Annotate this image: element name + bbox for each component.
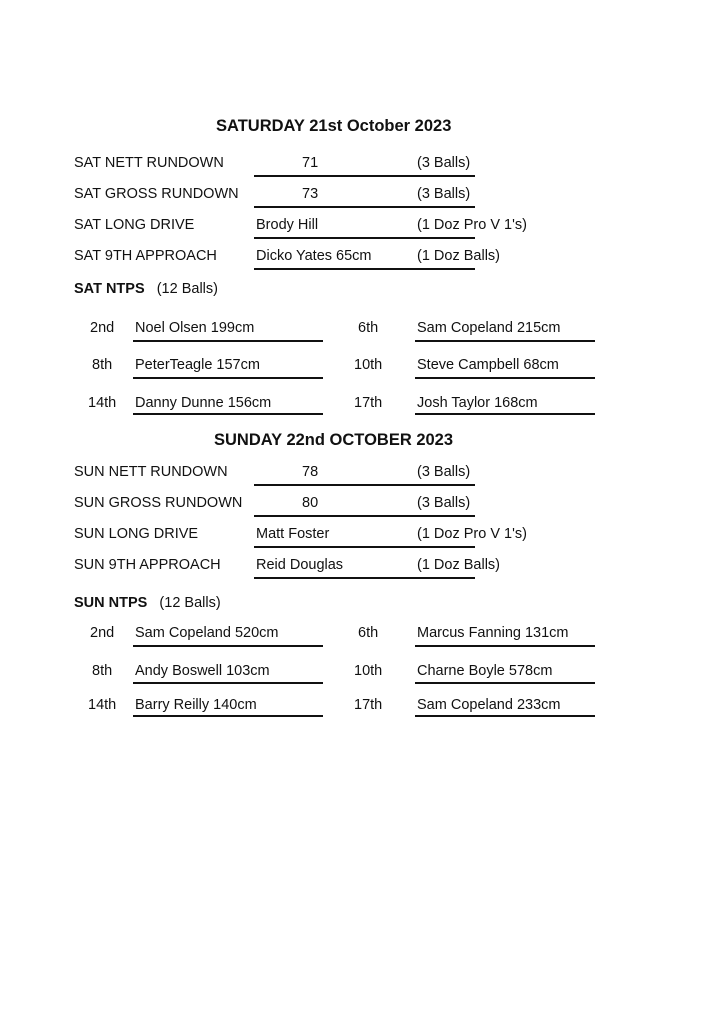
sat-ntps-label: SAT NTPS <box>74 281 145 297</box>
sat-ntps-prize: (12 Balls) <box>156 281 218 297</box>
sat-approach-prize: (1 Doz Balls) <box>417 248 500 264</box>
sun-nett-prize: (3 Balls) <box>417 464 471 480</box>
sat-approach-underline <box>254 268 475 270</box>
sat-longdrive-value: Brody Hill <box>256 217 319 233</box>
sat-nett-value: 71 <box>302 155 319 171</box>
sun-approach-underline <box>254 577 475 579</box>
sat-ntp-underline <box>133 413 323 415</box>
sat-ntp-hole: 17th <box>354 395 383 411</box>
sat-ntps-header <box>74 281 218 297</box>
sun-approach-label: SUN 9TH APPROACH <box>74 557 221 573</box>
sun-gross-underline <box>254 515 475 517</box>
sun-ntp-underline <box>133 645 323 647</box>
sat-ntp-underline <box>133 340 323 342</box>
sun-ntp-hole: 6th <box>358 625 379 641</box>
sat-longdrive-underline <box>254 237 475 239</box>
sun-ntp-winner: Charne Boyle 578cm <box>417 663 553 679</box>
sun-nett-underline <box>254 484 475 486</box>
sun-approach-prize: (1 Doz Balls) <box>417 557 500 573</box>
sun-ntp-underline <box>415 645 595 647</box>
sun-ntp-hole: 8th <box>92 663 113 679</box>
sat-approach-value: Dicko Yates 65cm <box>256 248 372 264</box>
sat-ntp-winner: PeterTeagle 157cm <box>135 357 260 373</box>
sun-longdrive-prize: (1 Doz Pro V 1's) <box>417 526 527 542</box>
sat-gross-value: 73 <box>302 186 319 202</box>
sat-ntp-hole: 10th <box>354 357 383 373</box>
sun-gross-value: 80 <box>302 495 319 511</box>
sun-ntp-winner: Marcus Fanning 131cm <box>417 625 569 641</box>
sun-nett-value: 78 <box>302 464 319 480</box>
sat-ntp-hole: 8th <box>92 357 113 373</box>
sun-gross-prize: (3 Balls) <box>417 495 471 511</box>
sun-ntp-underline <box>415 682 595 684</box>
sat-nett-prize: (3 Balls) <box>417 155 471 171</box>
sat-ntp-underline <box>415 377 595 379</box>
sun-ntp-hole: 2nd <box>90 625 115 641</box>
sun-ntp-hole: 14th <box>88 697 117 713</box>
sat-ntp-hole: 14th <box>88 395 117 411</box>
sat-longdrive-label: SAT LONG DRIVE <box>74 217 195 233</box>
sunday-title: SUNDAY 22nd OCTOBER 2023 <box>214 431 454 449</box>
sat-ntp-hole: 6th <box>358 320 379 336</box>
sat-ntp-underline <box>415 413 595 415</box>
sat-gross-underline <box>254 206 475 208</box>
sun-nett-label: SUN NETT RUNDOWN <box>74 464 228 480</box>
sun-ntp-winner: Sam Copeland 520cm <box>135 625 279 641</box>
sat-ntp-winner: Sam Copeland 215cm <box>417 320 561 336</box>
sun-ntp-hole: 10th <box>354 663 383 679</box>
sun-approach-value: Reid Douglas <box>256 557 344 573</box>
sat-ntp-underline <box>415 340 595 342</box>
sun-gross-label: SUN GROSS RUNDOWN <box>74 495 243 511</box>
sat-ntp-hole: 2nd <box>90 320 115 336</box>
sun-ntps-prize: (12 Balls) <box>159 595 221 611</box>
sun-ntp-underline <box>133 715 323 717</box>
sat-gross-prize: (3 Balls) <box>417 186 471 202</box>
sun-ntps-header <box>74 595 221 611</box>
sat-ntp-underline <box>133 377 323 379</box>
sun-ntp-winner: Sam Copeland 233cm <box>417 697 561 713</box>
sun-longdrive-underline <box>254 546 475 548</box>
sun-longdrive-value: Matt Foster <box>256 526 330 542</box>
saturday-title: SATURDAY 21st October 2023 <box>216 117 452 135</box>
sun-longdrive-label: SUN LONG DRIVE <box>74 526 199 542</box>
sat-nett-label: SAT NETT RUNDOWN <box>74 155 224 171</box>
sat-nett-underline <box>254 175 475 177</box>
sun-ntps-label: SUN NTPS <box>74 595 148 611</box>
sat-ntp-winner: Noel Olsen 199cm <box>135 320 255 336</box>
sun-ntp-hole: 17th <box>354 697 383 713</box>
sun-ntp-underline <box>415 715 595 717</box>
sat-ntp-winner: Josh Taylor 168cm <box>417 395 538 411</box>
sun-ntp-winner: Andy Boswell 103cm <box>135 663 270 679</box>
sat-gross-label: SAT GROSS RUNDOWN <box>74 186 239 202</box>
sat-approach-label: SAT 9TH APPROACH <box>74 248 217 264</box>
sat-longdrive-prize: (1 Doz Pro V 1's) <box>417 217 527 233</box>
sun-ntp-winner: Barry Reilly 140cm <box>135 697 257 713</box>
sun-ntp-underline <box>133 682 323 684</box>
sat-ntp-winner: Steve Campbell 68cm <box>417 357 559 373</box>
sat-ntp-winner: Danny Dunne 156cm <box>135 395 272 411</box>
